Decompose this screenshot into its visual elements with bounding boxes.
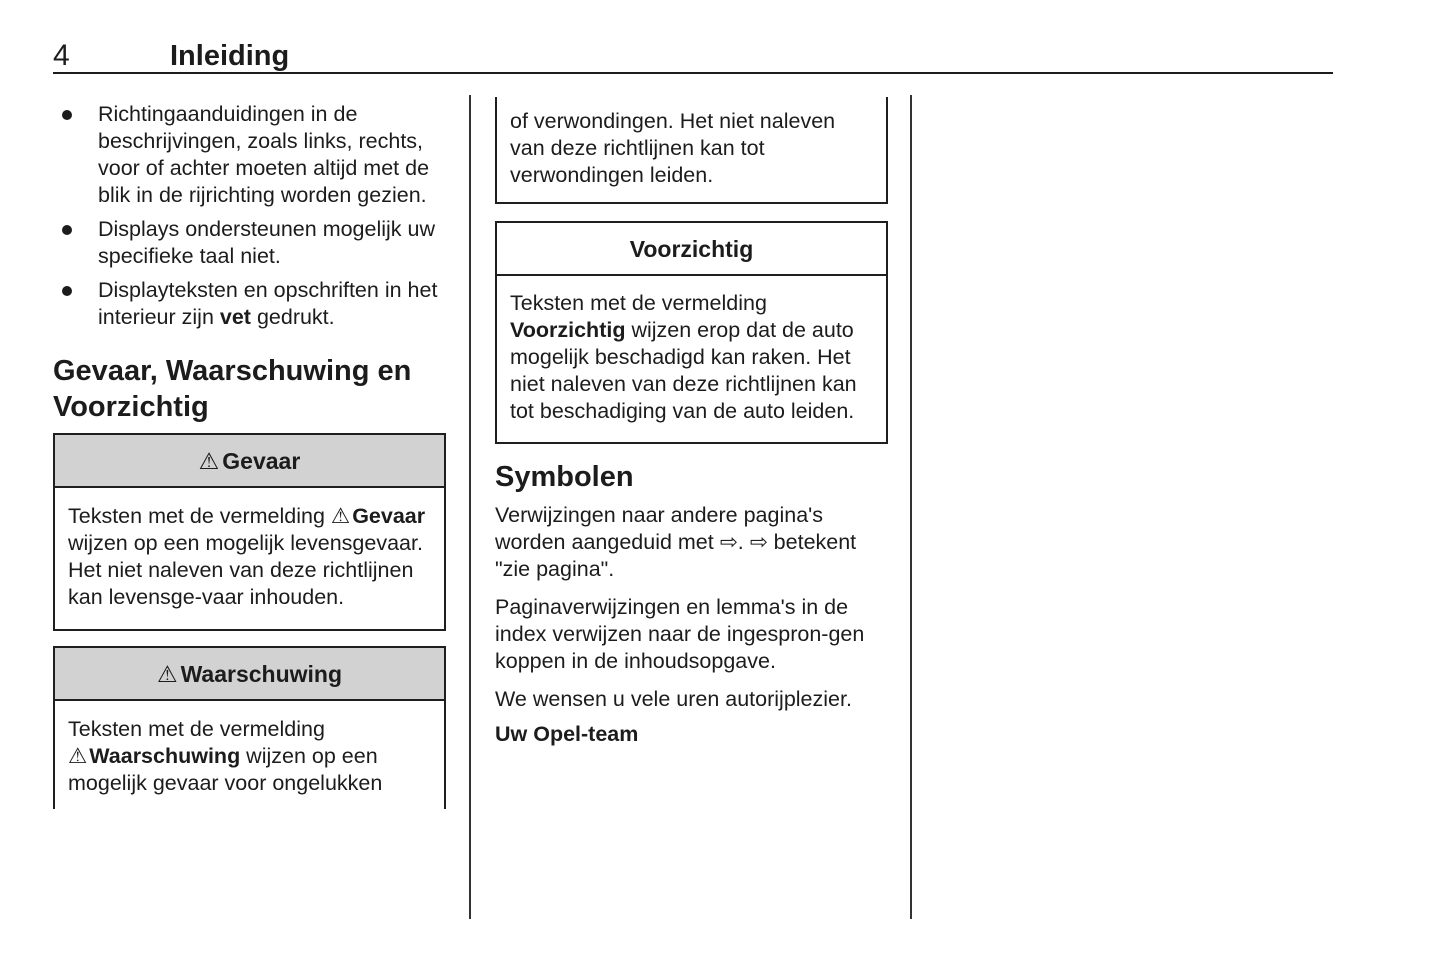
warning-box — [53, 646, 446, 809]
bullet-icon — [53, 216, 98, 270]
signature-opel-team: Uw Opel-team — [495, 722, 639, 746]
warning-box-title: Waarschuwing — [180, 661, 343, 687]
list-item — [53, 277, 446, 331]
danger-box-body: Teksten met de vermelding ⚠Gevaar wijzen op een mogelijk levensgevaar. Het niet naleven van deze richtlijnen kan levensge-vaar inhouden. — [68, 504, 426, 609]
page-reference-arrow-icon: ⇨ — [719, 530, 738, 554]
warning-triangle-icon: ⚠ — [156, 661, 178, 687]
paragraph-wish: We wensen u vele uren autorijplezier. — [495, 687, 852, 711]
column-divider-right — [910, 95, 912, 919]
warning-triangle-icon: ⚠ — [198, 448, 220, 474]
middle-column — [495, 95, 888, 748]
bold-term: Voorzichtig — [510, 318, 626, 342]
warning-triangle-icon: ⚠ — [330, 504, 351, 528]
danger-box — [53, 433, 446, 631]
page-number: 4 — [53, 39, 70, 72]
header-rule — [53, 72, 1333, 74]
warning-box-header — [55, 648, 444, 701]
warning-box-body: Teksten met de vermelding ⚠Waarschuwing wijzen op een mogelijk gevaar voor ongelukken — [68, 717, 383, 795]
warning-box-continuation-body: of verwondingen. Het niet naleven van deze richtlijnen kan tot verwondingen leiden. — [510, 109, 836, 187]
left-column — [53, 95, 446, 809]
page-title: Inleiding — [170, 40, 290, 72]
bullet-text: Richtingaanduidingen in de beschrijvingen, zoals links, rechts, voor of achter moeten altijd met de blik in de rijrichting worden gezien. — [98, 102, 430, 207]
bold-term: Waarschuwing — [89, 744, 241, 768]
list-item — [53, 216, 446, 270]
section-heading-symbols: Symbolen — [495, 461, 634, 493]
caution-box — [495, 221, 888, 444]
caution-box-header — [497, 223, 886, 276]
bullet-icon — [53, 277, 98, 331]
bold-term: vet — [219, 305, 251, 329]
bullet-text: Displays ondersteunen mogelijk uw specifieke taal niet. — [98, 217, 436, 268]
danger-box-header — [55, 435, 444, 488]
warning-box-continuation — [495, 97, 888, 204]
section-heading-danger-warning-caution: Gevaar, Waarschuwing en Voorzichtig — [53, 355, 412, 423]
caution-box-body: Teksten met de vermelding Voorzichtig wijzen erop dat de auto mogelijk beschadigd kan raken. Het niet naleven van deze richtlijnen kan tot beschadiging van de auto leiden. — [510, 291, 857, 423]
list-item — [53, 101, 446, 209]
bullet-text: Displayteksten en opschriften in het interieur zijn vet gedrukt. — [98, 278, 438, 329]
danger-box-title: Gevaar — [222, 448, 301, 474]
caution-box-title: Voorzichtig — [629, 236, 754, 262]
bold-term: Gevaar — [352, 504, 426, 528]
paragraph-index-references: Paginaverwijzingen en lemma's in de index verwijzen naar de ingespron-gen koppen in de inhoudsopgave. — [495, 595, 865, 673]
paragraph-page-references: Verwijzingen naar andere pagina's worden aangeduid met ⇨. ⇨ betekent "zie pagina". — [495, 503, 857, 581]
warning-triangle-icon: ⚠ — [68, 744, 88, 768]
page-reference-arrow-icon: ⇨ — [749, 530, 768, 554]
column-divider-left — [469, 95, 471, 919]
bullet-icon — [53, 101, 98, 209]
